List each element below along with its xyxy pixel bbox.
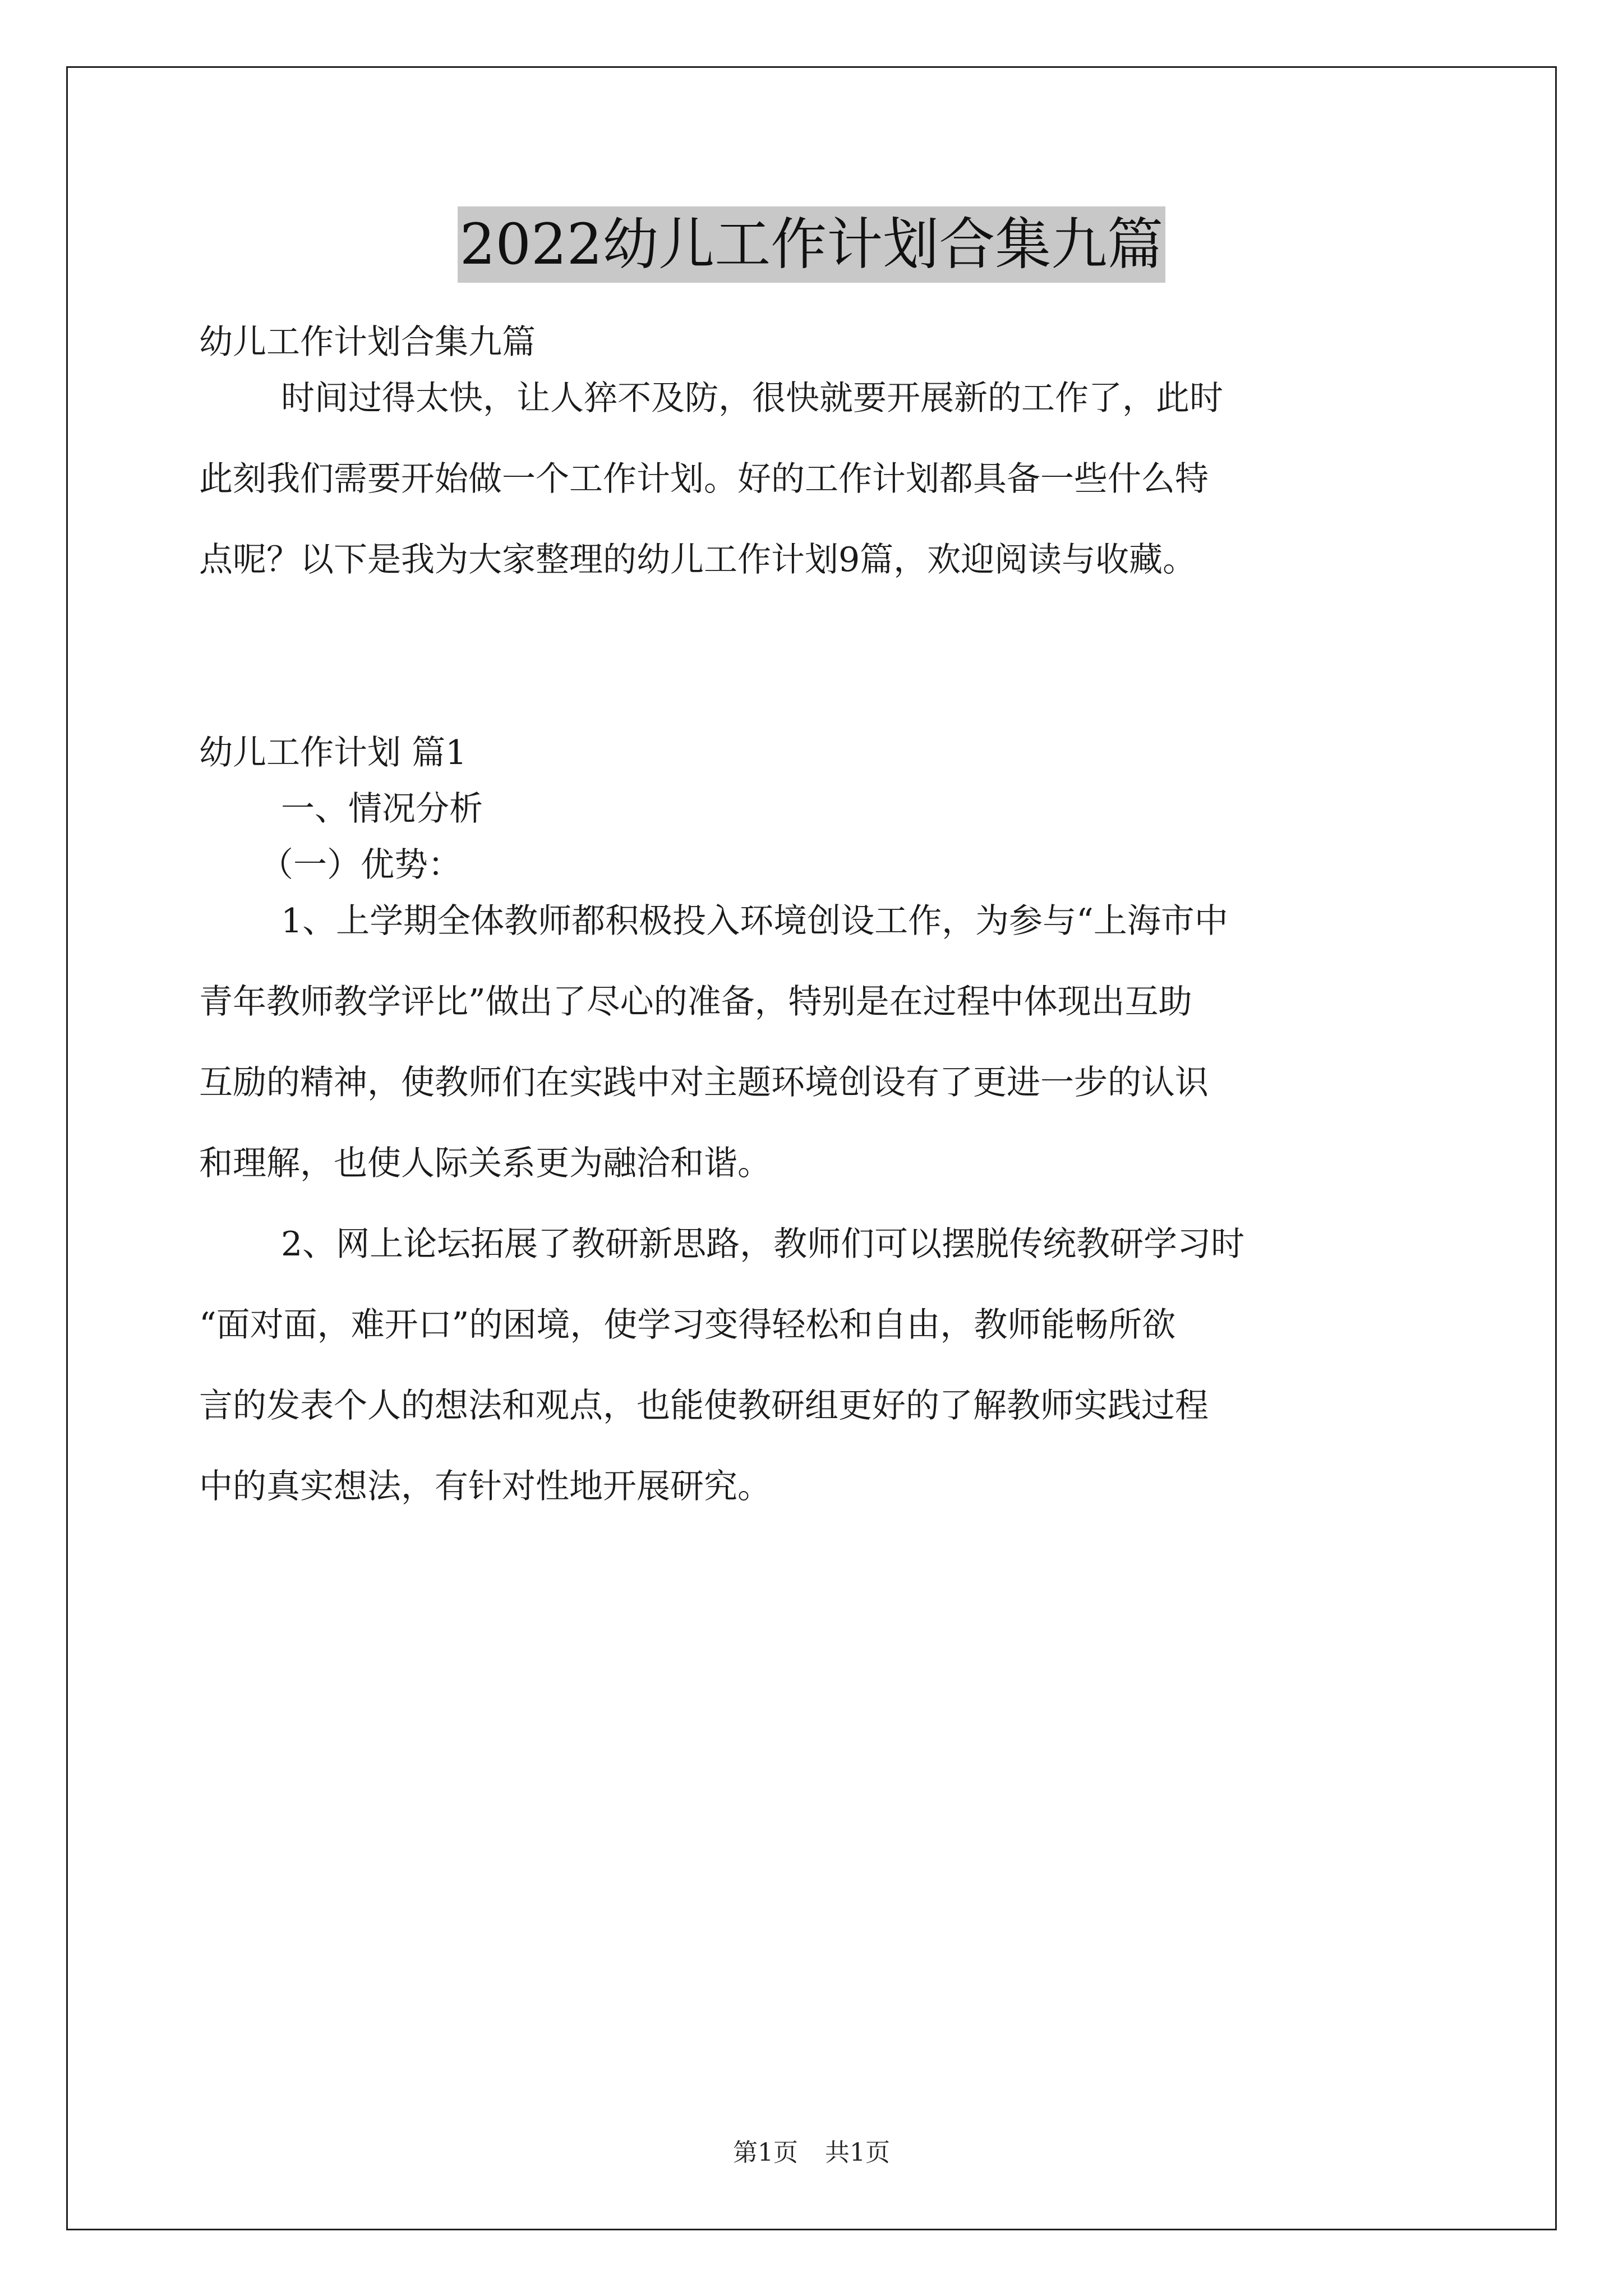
point-2-line: 中的真实想法，有针对性地开展研究。 [199, 1467, 771, 1506]
intro-line: 此刻我们需要开始做一个工作计划。好的工作计划都具备一些什么特 [199, 459, 1209, 499]
intro-line: 时间过得太快，让人猝不及防，很快就要开展新的工作了，此时 [281, 379, 1223, 418]
subheading-situation-analysis: 一、情况分析 [281, 789, 483, 829]
point-1-line: 青年教师教学评比”做出了尽心的准备，特别是在过程中体现出互助 [199, 982, 1192, 1022]
document-title: 2022幼儿工作计划合集九篇 [458, 206, 1166, 283]
point-2-line: 言的发表个人的想法和观点，也能使教研组更好的了解教师实践过程 [199, 1386, 1209, 1425]
point-1-line: 1、上学期全体教师都积极投入环境创设工作，为参与“上海市中 [281, 901, 1228, 941]
page-number-total: 共1页 [825, 2138, 890, 2167]
point-2-line: “面对面，难开口”的困境，使学习变得轻松和自由，教师能畅所欲 [199, 1305, 1176, 1345]
page-footer [0, 2136, 1623, 2170]
point-2-paragraph [199, 1216, 1424, 1515]
point-1-paragraph [199, 893, 1424, 1191]
document-body [199, 314, 1424, 1515]
point-2-line: 2、网上论坛拓展了教研新思路，教师们可以摆脱传统教研学习时 [281, 1225, 1245, 1264]
point-1-line: 互励的精神，使教师们在实践中对主题环境创设有了更进一步的认识 [199, 1063, 1209, 1102]
subheading-advantages: （一）优势： [260, 845, 462, 885]
section-title: 幼儿工作计划 篇1 [199, 733, 467, 772]
intro-paragraph [199, 370, 1424, 588]
page-number-current: 第1页 [733, 2138, 798, 2167]
document-heading: 幼儿工作计划合集九篇 [199, 323, 536, 362]
intro-line: 点呢？以下是我为大家整理的幼儿工作计划9篇，欢迎阅读与收藏。 [199, 540, 1197, 579]
title-container [0, 206, 1623, 283]
point-1-line: 和理解，也使人际关系更为融洽和谐。 [199, 1144, 771, 1183]
